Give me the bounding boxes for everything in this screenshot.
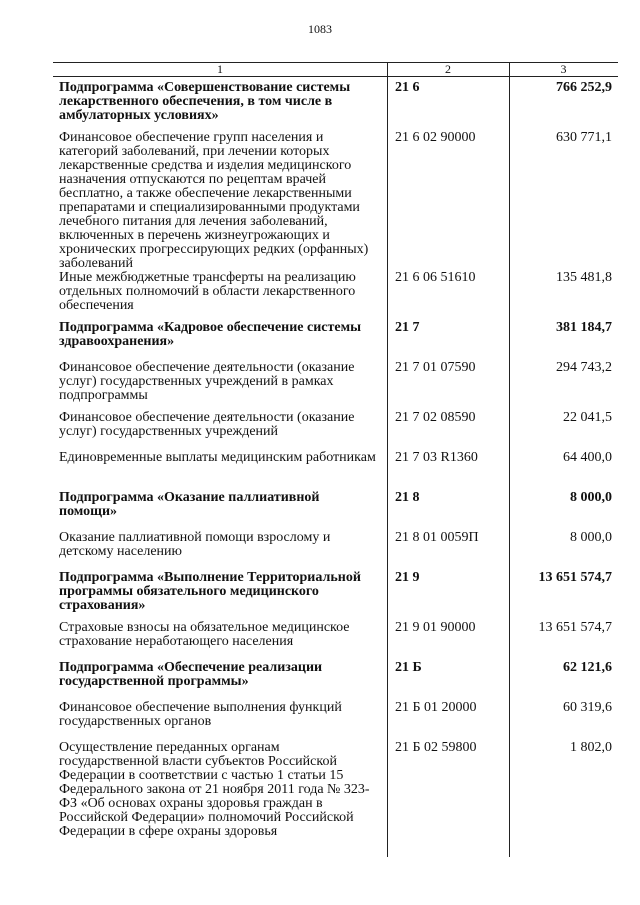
row-name: Финансовое обеспечение деятельности (оказание услуг) государственных учреждений bbox=[59, 410, 355, 439]
subprogram-row bbox=[53, 321, 618, 349]
row-name: Оказание паллиативной помощи взрослому и детскому населению bbox=[59, 530, 331, 559]
row-code: 21 9 01 90000 bbox=[395, 620, 476, 635]
row-name: Подпрограмма «Совершенствование системы лекарственного обеспечения, в том числе в амбулаторных условиях» bbox=[59, 80, 351, 123]
row-amount: 1 802,0 bbox=[570, 740, 612, 755]
row-code: 21 7 01 07590 bbox=[395, 360, 476, 375]
row-name: Подпрограмма «Обеспечение реализации государственной программы» bbox=[59, 660, 323, 689]
row-name: Финансовое обеспечение групп населения и категорий заболеваний, при лечении которых лекарственные средства и изделия медицинского назначения отпускаются по рецептам врачей бесплатно, а также обеспечение лекарственными препаратами и специализированными продуктами лечебного питания для лечения заболеваний, включенных в перечень жизнеугрожающих и хронических прогрессирующих редких (орфанных) заболеваний bbox=[59, 130, 369, 271]
row-code: 21 6 02 90000 bbox=[395, 130, 476, 145]
row-amount: 630 771,1 bbox=[556, 130, 612, 145]
row-code: 21 Б 01 20000 bbox=[395, 700, 477, 715]
table-row bbox=[53, 361, 618, 403]
row-amount: 8 000,0 bbox=[570, 490, 612, 505]
row-code: 21 8 01 0059П bbox=[395, 530, 479, 545]
table-row bbox=[53, 271, 618, 313]
subprogram-row bbox=[53, 661, 618, 689]
table-header bbox=[53, 62, 618, 77]
page-number: 1083 bbox=[308, 22, 332, 36]
row-name: Подпрограмма «Кадровое обеспечение системы здравоохранения» bbox=[59, 320, 362, 349]
row-name: Финансовое обеспечение деятельности (оказание услуг) государственных учреждений в рамках подпрограммы bbox=[59, 360, 355, 403]
row-code: 21 7 02 08590 bbox=[395, 410, 476, 425]
row-name: Иные межбюджетные трансферты на реализацию отдельных полномочий в области лекарственного обеспечения bbox=[59, 270, 356, 313]
subprogram-row bbox=[53, 81, 618, 123]
row-code: 21 9 bbox=[395, 570, 420, 585]
column-header-2: 2 bbox=[445, 62, 451, 76]
table-row bbox=[53, 411, 618, 439]
column-header-3: 3 bbox=[560, 62, 567, 76]
row-name: Страховые взносы на обязательное медицинское страхование неработающего населения bbox=[59, 620, 350, 649]
row-amount: 22 041,5 bbox=[563, 410, 612, 425]
subprogram-row bbox=[53, 571, 618, 613]
table-row bbox=[53, 451, 618, 465]
row-name: Осуществление переданных органам государственной власти субъектов Российской Федерации в соответствии с частью 1 статьи 15 Федерального закона от 21 ноября 2011 года № 323-ФЗ «Об основах охраны здоровья граждан в Российской Федерации» полномочий Российской Федерации в сфере охраны здоровья bbox=[59, 740, 370, 839]
row-code: 21 6 bbox=[395, 80, 420, 95]
table-row bbox=[53, 131, 618, 271]
table-row bbox=[53, 621, 618, 649]
budget-table bbox=[53, 62, 618, 857]
table-body bbox=[53, 77, 618, 857]
table-row bbox=[53, 701, 618, 729]
row-code: 21 8 bbox=[395, 490, 420, 505]
row-amount: 13 651 574,7 bbox=[538, 570, 612, 585]
row-name: Подпрограмма «Оказание паллиативной помощи» bbox=[59, 490, 320, 519]
row-amount: 64 400,0 bbox=[563, 450, 612, 465]
table-row bbox=[53, 531, 618, 559]
column-header-1: 1 bbox=[217, 62, 223, 76]
row-code: 21 7 03 R1360 bbox=[395, 450, 478, 465]
row-code: 21 6 06 51610 bbox=[395, 270, 476, 285]
row-code: 21 Б 02 59800 bbox=[395, 740, 477, 755]
row-amount: 135 481,8 bbox=[556, 270, 612, 285]
subprogram-row bbox=[53, 491, 618, 519]
row-amount: 766 252,9 bbox=[556, 80, 612, 95]
row-amount: 13 651 574,7 bbox=[538, 620, 612, 635]
row-name: Подпрограмма «Выполнение Территориальной программы обязательного медицинского страхования» bbox=[59, 570, 361, 613]
row-amount: 381 184,7 bbox=[556, 320, 612, 335]
row-name: Финансовое обеспечение выполнения функций государственных органов bbox=[59, 700, 342, 729]
row-name: Единовременные выплаты медицинским работникам bbox=[59, 450, 376, 465]
table-row bbox=[53, 741, 618, 839]
row-amount: 294 743,2 bbox=[556, 360, 612, 375]
row-amount: 8 000,0 bbox=[570, 530, 612, 545]
row-code: 21 Б bbox=[395, 660, 422, 675]
row-amount: 60 319,6 bbox=[563, 700, 612, 715]
row-amount: 62 121,6 bbox=[563, 660, 612, 675]
row-code: 21 7 bbox=[395, 320, 420, 335]
